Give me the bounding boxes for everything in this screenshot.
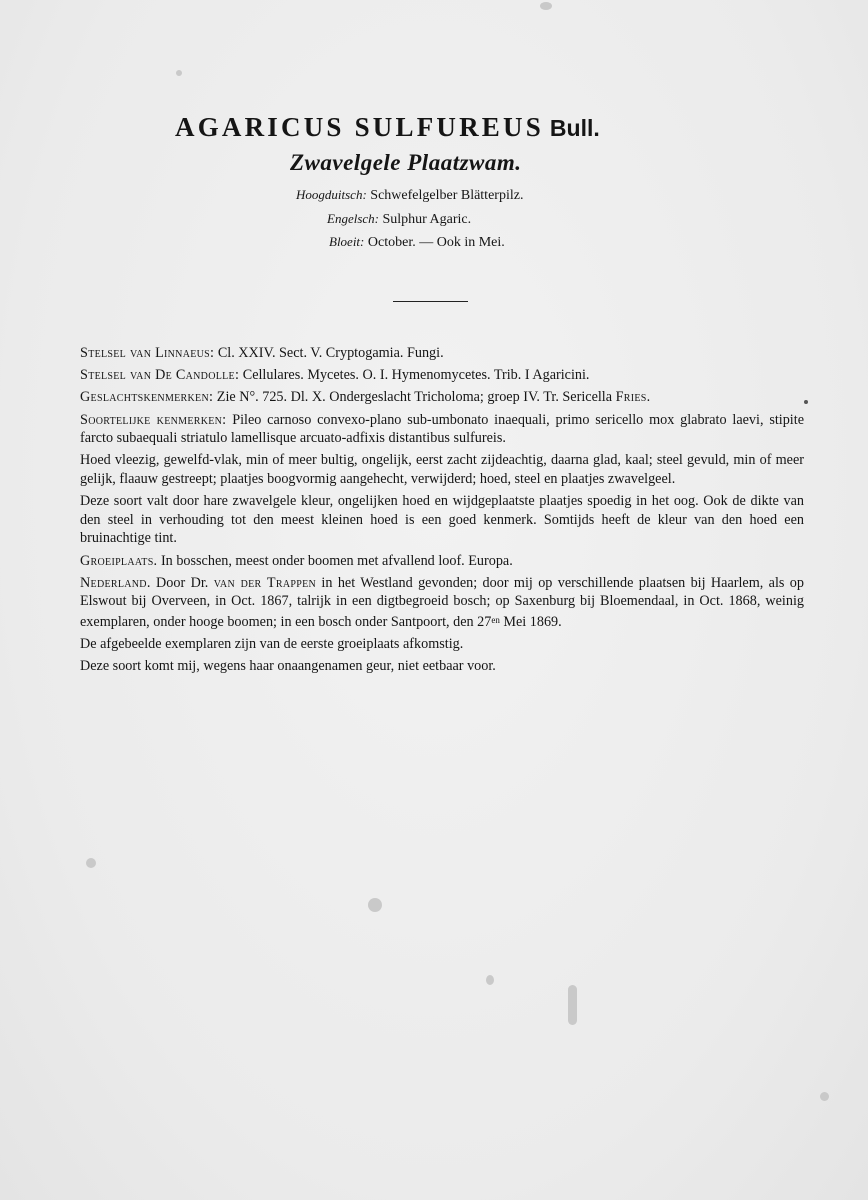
habitat-text: In bosschen, meest onder boomen met afvallend loof. Europa. (157, 552, 513, 569)
linnaeus-label: Stelsel van Linnaeus: (80, 345, 215, 361)
netherlands-label: Nederland. (80, 574, 151, 591)
dutch-name: Zwavelgele Plaatzwam. (290, 150, 522, 175)
german-value: Schwefelgelber Blätterpilz. (370, 188, 524, 203)
candolle-label: Stelsel van De Candolle: (80, 367, 240, 384)
german-name (296, 187, 523, 204)
paper-speck (176, 70, 182, 76)
paper-speck (820, 1092, 829, 1101)
genus-label: Geslachtskenmerken: (80, 389, 214, 406)
cap-description: Hoed vleezig, gewelfd-vlak, min of meer bultig, ongelijk, eerst zacht zijdeachtig, daarna glad, kaal; steel gevuld, min of meer gelijk, flaauw gestreept; plaatjes boogvormig aangehecht, verwijderd; hoed, steel en plaatjes zwavelgeel. (80, 452, 804, 487)
habitat-label: Groeiplaats. (80, 552, 158, 569)
species-traits-paragraph (80, 411, 804, 448)
species-traits-text: Pileo carnoso convexo-plano sub-umbonato inaequali, primo sericello mox glabrato laevi, stipite farcto subaequali striatulo lamellisque arcuato-adfixis distantibus sulfureis. (80, 411, 804, 447)
paper-speck (804, 400, 808, 404)
linnaeus-paragraph (80, 344, 804, 363)
genus-author: Fries. (615, 389, 651, 406)
description-body (80, 344, 804, 679)
netherlands-text-c: Mei 1869. (499, 613, 562, 630)
paper-speck (368, 898, 382, 912)
candolle-text: Cellulares. Mycetes. O. I. Hymenomycetes. Trib. I Agaricini. (239, 367, 590, 384)
bloom-period (329, 234, 505, 251)
species-title: AGARICUS SULFUREUS (175, 112, 544, 142)
depicted-specimens: De afgebeelde exemplaren zijn van de eerste groeiplaats afkomstig. (80, 636, 464, 653)
german-label: Hoogduitsch: (296, 187, 367, 202)
bloom-label: Bloeit: (329, 234, 365, 249)
netherlands-text-b: in het Westland gevonden; door mij op verschillende plaatsen bij Haarlem, als op Elswout bij Overveen, in Oct. 1867, talrijk in een digtbegroeid bosch; op Saxenburg bij Bloemendaal, in Oct. 1868, weinig exemplaren, onder hooge boomen; in een bosch onder Santpoort, den 27 (80, 574, 804, 630)
species-traits-label: Soortelijke kenmerken: (80, 411, 227, 428)
linnaeus-text: Cl. XXIV. Sect. V. Cryptogamia. Fungi. (214, 345, 444, 361)
english-value: Sulphur Agaric. (382, 212, 472, 227)
paper-speck (568, 985, 577, 1025)
paper-speck (86, 858, 96, 868)
title-line (175, 112, 600, 143)
bloom-value: October. — Ook in Mei. (367, 235, 505, 250)
divider (393, 301, 468, 302)
genus-text: Zie N°. 725. Dl. X. Ondergeslacht Tricholoma; groep IV. Tr. Sericella (213, 389, 616, 406)
paper-speck (540, 2, 552, 10)
english-name (327, 211, 471, 228)
habitat-paragraph (80, 552, 804, 571)
date-suffix: en (491, 614, 500, 625)
english-label: Engelsch: (327, 211, 379, 226)
candolle-paragraph (80, 366, 804, 385)
collector-name: van der Trappen (213, 574, 317, 591)
species-description: Deze soort valt door hare zwavelgele kleur, ongelijken hoed en wijdgeplaatste plaatjes spoedig in het oog. Ook de dikte van den steel in verhouding tot den meest kleinen hoed is een goed kenmerk. Somtijds heeft de kleur van den hoed een bruinachtige tint. (80, 493, 804, 547)
netherlands-paragraph (80, 574, 804, 632)
netherlands-text-a: Door Dr. (150, 574, 214, 591)
genus-paragraph (80, 388, 804, 407)
species-author: Bull. (549, 115, 600, 141)
edibility-note: Deze soort komt mij, wegens haar onaangenamen geur, niet eetbaar voor. (80, 658, 496, 675)
paper-speck (486, 975, 494, 985)
